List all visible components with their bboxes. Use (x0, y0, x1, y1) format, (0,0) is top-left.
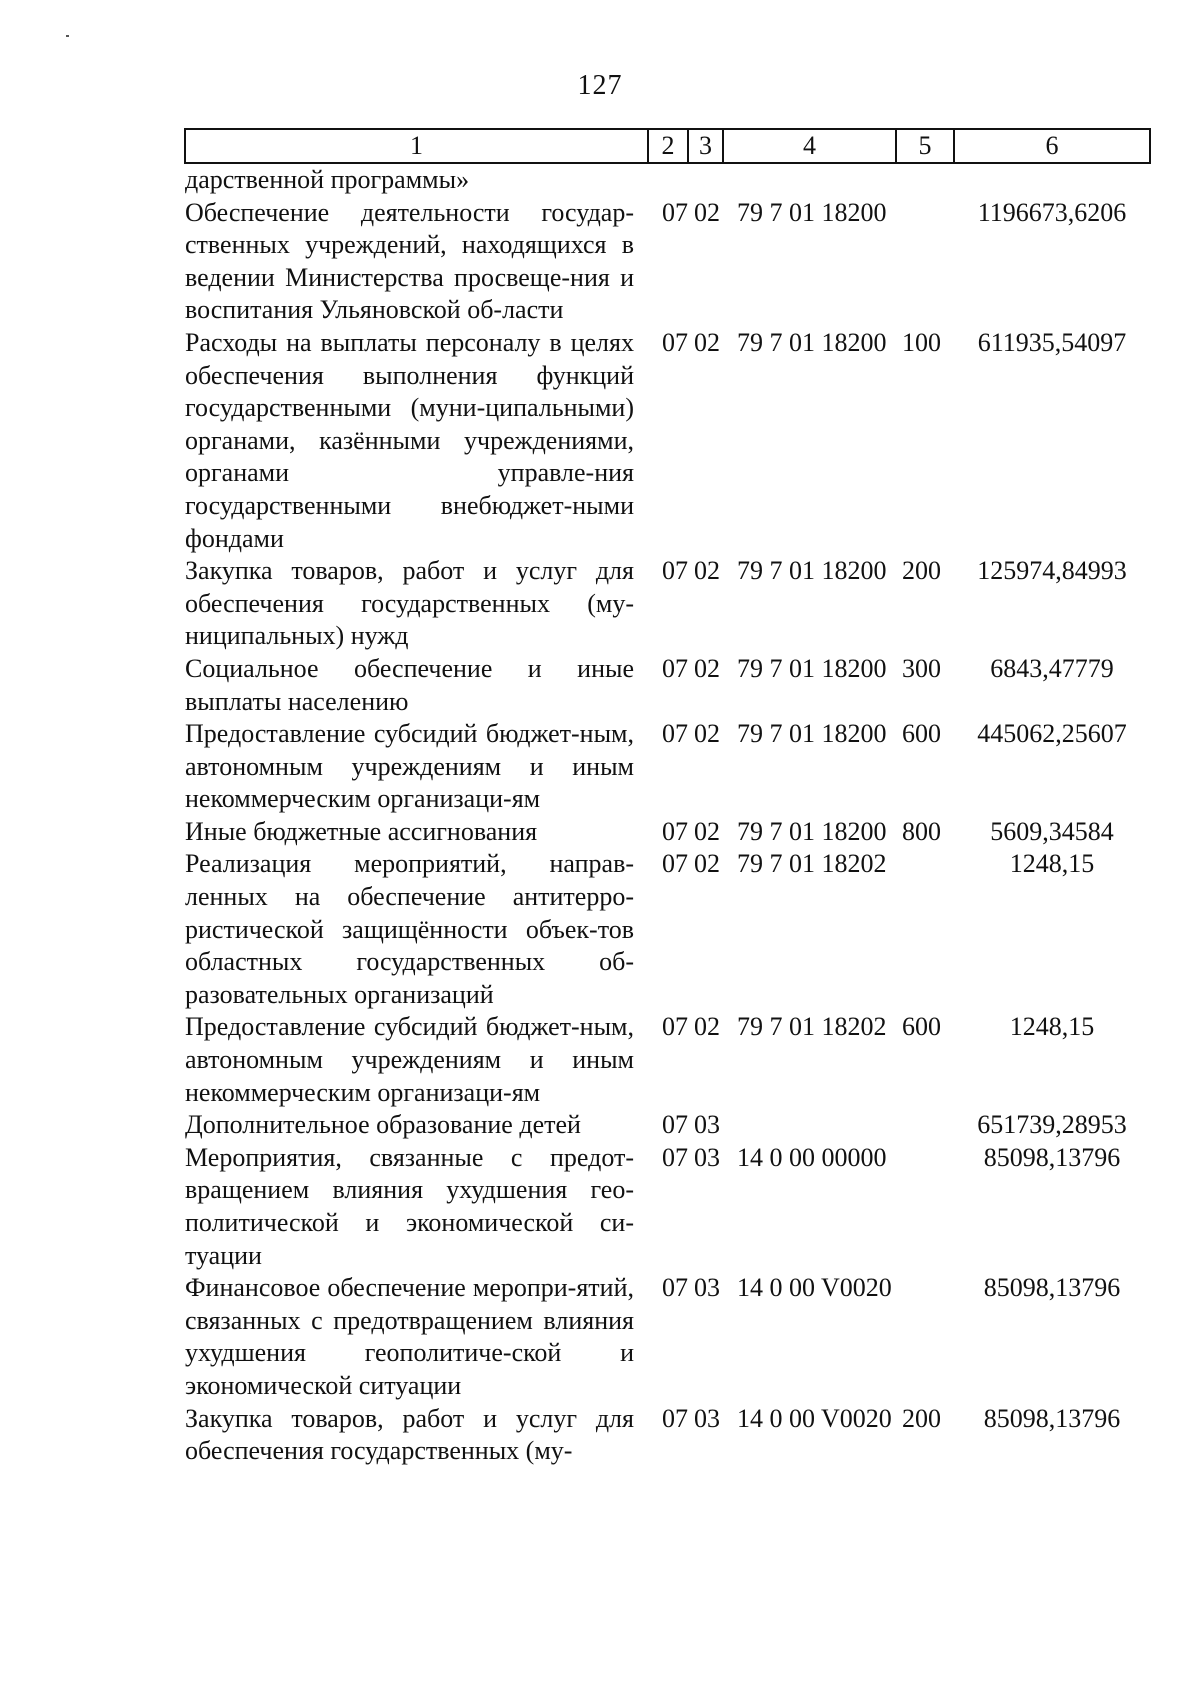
row-expense-type: 200 (902, 1403, 941, 1433)
row-section-code: 07 (662, 849, 688, 879)
row-expense-type (896, 1142, 954, 1272)
header-row (185, 129, 1150, 163)
row-expense-type (896, 1272, 954, 1402)
row-section-code: 07 (662, 1273, 688, 1303)
row-amount: 1248,15 (1009, 849, 1095, 879)
table-body (185, 163, 1150, 1468)
table-row (185, 1109, 1150, 1142)
table-row (185, 163, 1150, 197)
row-amount: 1248,15 (1009, 1012, 1095, 1042)
row-amount: 651739,28953 (977, 1110, 1127, 1140)
page-number: 127 (577, 70, 623, 101)
row-section-code: 07 (662, 1403, 688, 1433)
row-section-code: 07 (662, 1110, 688, 1140)
row-amount: 445062,25607 (977, 719, 1127, 749)
row-expense-type: 300 (902, 653, 941, 683)
row-amount: 611935,54097 (977, 327, 1127, 357)
table-row (185, 653, 1150, 718)
row-description: Закупка товаров, работ и услуг для обеспечения государственных (му-ниципальных) нужд (185, 556, 634, 651)
header-col-5: 5 (896, 129, 954, 163)
row-section-code: 07 (662, 1012, 688, 1042)
row-expense-type: 800 (902, 816, 941, 846)
row-description: Финансовое обеспечение меропри-ятий, связанных с предотвращением влияния ухудшения геополитиче-ской и экономической ситуации (185, 1273, 634, 1400)
table-row (185, 197, 1150, 327)
row-target-article: 14 0 00 V0020 (737, 1273, 892, 1303)
row-amount (954, 163, 1150, 197)
row-target-article: 79 7 01 18200 (737, 816, 887, 846)
table-header (185, 129, 1150, 163)
row-description: Расходы на выплаты персоналу в целях обеспечения выполнения функций государственными (муни-ципальными) органами, казёнными учреждениями, органами управле-ния государственными внебюджет-ными фондами (185, 327, 634, 553)
row-amount: 6843,47779 (990, 653, 1114, 683)
row-description: Реализация мероприятий, направ-ленных на обеспечение антитерро-ристической защищённости объек-тов областных государственных об-разовательных организаций (185, 849, 634, 1009)
row-expense-type (896, 848, 954, 1011)
header-col-6: 6 (954, 129, 1150, 163)
table-row (185, 555, 1150, 653)
row-target-article: 14 0 00 V0020 (737, 1403, 892, 1433)
row-subsection-code: 02 (694, 556, 720, 586)
row-description: Предоставление субсидий бюджет-ным, автономным учреждениям и иным некоммерческим организаци-ям (185, 719, 634, 814)
row-subsection-code: 03 (694, 1142, 720, 1172)
row-description: Предоставление субсидий бюджет-ным, автономным учреждениям и иным некоммерческим организаци-ям (185, 1012, 634, 1107)
row-description: Социальное обеспечение и иные выплаты населению (185, 653, 634, 716)
row-subsection-code: 02 (694, 816, 720, 846)
row-expense-type (896, 163, 954, 197)
row-section-code: 07 (662, 653, 688, 683)
row-subsection-code (688, 163, 723, 197)
scan-speck (66, 35, 69, 37)
row-target-article: 79 7 01 18200 (737, 653, 887, 683)
table-row (185, 1011, 1150, 1109)
row-subsection-code: 02 (694, 849, 720, 879)
row-subsection-code: 03 (694, 1110, 720, 1140)
row-target-article: 79 7 01 18202 (737, 849, 887, 879)
row-section-code: 07 (662, 1142, 688, 1172)
table-row (185, 816, 1150, 849)
row-section-code: 07 (662, 556, 688, 586)
row-expense-type: 600 (902, 719, 941, 749)
row-subsection-code: 03 (694, 1273, 720, 1303)
table-row (185, 1403, 1150, 1468)
table-row (185, 848, 1150, 1011)
row-section-code (648, 163, 688, 197)
table-row (185, 1272, 1150, 1402)
row-section-code: 07 (662, 197, 688, 227)
row-expense-type (896, 197, 954, 327)
row-target-article: 79 7 01 18200 (737, 197, 887, 227)
row-target-article: 79 7 01 18200 (737, 719, 887, 749)
row-description: Закупка товаров, работ и услуг для обеспечения государственных (му- (185, 1403, 634, 1466)
row-amount: 1196673,6206 (977, 197, 1127, 227)
row-description: Обеспечение деятельности государ-ственных учреждений, находящихся в ведении Министерства просвеще-ния и воспитания Ульяновской об-ласти (185, 197, 634, 325)
row-subsection-code: 02 (694, 1012, 720, 1042)
row-expense-type: 100 (902, 327, 941, 357)
header-col-1: 1 (185, 129, 648, 163)
row-expense-type: 600 (902, 1012, 941, 1042)
row-target-article: 14 0 00 00000 (737, 1142, 887, 1172)
row-target-article (723, 1109, 896, 1142)
header-col-3: 3 (688, 129, 723, 163)
row-description: Дополнительное образование детей (185, 1110, 581, 1140)
row-subsection-code: 02 (694, 197, 720, 227)
row-expense-type (896, 1109, 954, 1142)
row-subsection-code: 02 (694, 719, 720, 749)
budget-table (184, 128, 1151, 1468)
row-target-article: 79 7 01 18200 (737, 327, 887, 357)
table-row (185, 327, 1150, 555)
row-subsection-code: 02 (694, 327, 720, 357)
row-target-article: 79 7 01 18202 (737, 1012, 887, 1042)
row-amount: 5609,34584 (990, 816, 1114, 846)
row-description: Иные бюджетные ассигнования (185, 816, 538, 846)
row-description: Мероприятия, связанные с предот-вращением влияния ухудшения гео-политической и экономической си-туации (185, 1142, 634, 1270)
row-subsection-code: 02 (694, 653, 720, 683)
table-row (185, 1142, 1150, 1272)
row-target-article (723, 163, 896, 197)
table-row (185, 718, 1150, 816)
header-col-4: 4 (723, 129, 896, 163)
row-section-code: 07 (662, 816, 688, 846)
row-amount: 85098,13796 (983, 1273, 1121, 1303)
row-target-article: 79 7 01 18200 (737, 556, 887, 586)
row-description: дарственной программы» (185, 165, 470, 194)
row-amount: 125974,84993 (977, 556, 1127, 586)
row-section-code: 07 (662, 719, 688, 749)
row-expense-type: 200 (902, 556, 941, 586)
row-section-code: 07 (662, 327, 688, 357)
row-amount: 85098,13796 (983, 1403, 1121, 1433)
row-subsection-code: 03 (694, 1403, 720, 1433)
header-col-2: 2 (648, 129, 688, 163)
row-amount: 85098,13796 (983, 1142, 1121, 1172)
